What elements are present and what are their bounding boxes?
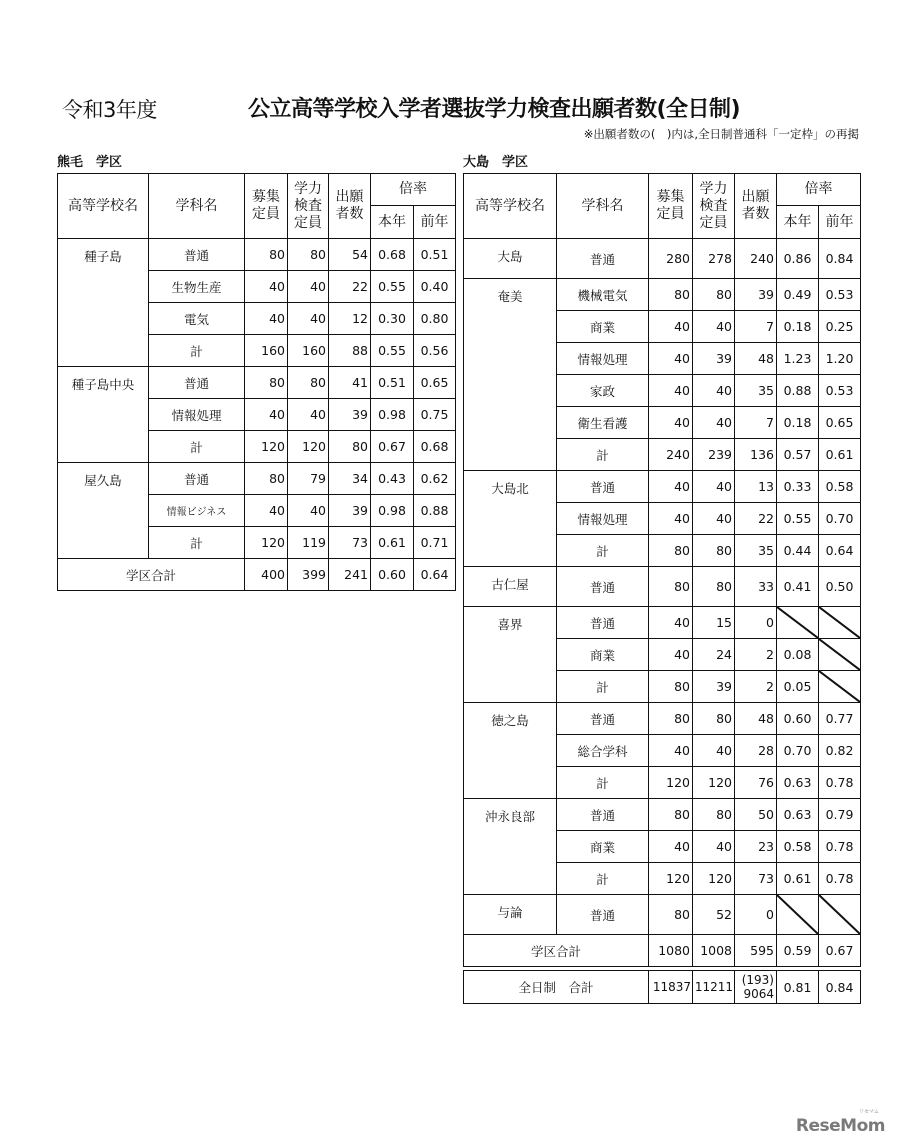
applicants: 39 (329, 399, 371, 431)
applicants: 73 (329, 527, 371, 559)
capacity: 40 (649, 639, 693, 671)
dept-name: 計 (149, 431, 245, 463)
exam-capacity: 40 (288, 399, 329, 431)
exam-capacity: 40 (288, 303, 329, 335)
total-applicants: 595 (735, 935, 777, 967)
district-total-row (58, 559, 456, 591)
dept-name: 計 (557, 535, 649, 567)
table-row (58, 463, 456, 495)
applicants: 22 (329, 271, 371, 303)
applicants: 48 (735, 343, 777, 375)
exam-capacity: 120 (693, 767, 735, 799)
dept-name: 計 (557, 439, 649, 471)
capacity: 40 (649, 503, 693, 535)
capacity: 80 (649, 279, 693, 311)
grand-total-ratio-prev: 0.84 (819, 971, 861, 1004)
ratio-prev-year: 0.56 (414, 335, 456, 367)
applicants: 2 (735, 671, 777, 703)
applicants: 28 (735, 735, 777, 767)
dept-name: 計 (149, 527, 245, 559)
capacity: 80 (649, 703, 693, 735)
ratio-this-year: 0.49 (777, 279, 819, 311)
capacity: 40 (649, 607, 693, 639)
applicants: 12 (329, 303, 371, 335)
total-ratio-this: 0.60 (371, 559, 414, 591)
ratio-prev-year: 0.40 (414, 271, 456, 303)
applicants: 50 (735, 799, 777, 831)
header-ratio: 倍率 (371, 174, 456, 206)
ratio-prev-year: 0.84 (819, 239, 861, 279)
dept-name: 普通 (557, 703, 649, 735)
applicants: 41 (329, 367, 371, 399)
exam-capacity: 120 (288, 431, 329, 463)
diagonal-slash-icon (777, 607, 818, 638)
capacity: 80 (649, 799, 693, 831)
applicants: 23 (735, 831, 777, 863)
school-name: 与論 (464, 895, 557, 935)
applicants: 54 (329, 239, 371, 271)
dept-name: 商業 (557, 831, 649, 863)
capacity: 40 (245, 399, 288, 431)
capacity: 240 (649, 439, 693, 471)
applicants: 0 (735, 607, 777, 639)
table-row (464, 895, 861, 935)
exam-capacity: 80 (693, 703, 735, 735)
exam-capacity: 80 (693, 535, 735, 567)
header-applicants: 出願 者数 (735, 174, 777, 239)
capacity: 80 (649, 671, 693, 703)
header-applicants: 出願 者数 (329, 174, 371, 239)
ratio-prev-year: 0.82 (819, 735, 861, 767)
exam-capacity: 39 (693, 671, 735, 703)
ratio-this-year: 0.05 (777, 671, 819, 703)
capacity: 80 (649, 567, 693, 607)
grand-total-exam-capacity: 11211 (693, 971, 735, 1004)
header-dept: 学科名 (149, 174, 245, 239)
ratio-prev-year: 0.50 (819, 567, 861, 607)
exam-capacity: 80 (693, 279, 735, 311)
school-name: 種子島中央 (58, 367, 149, 463)
ratio-this-year: 0.98 (371, 495, 414, 527)
exam-capacity: 278 (693, 239, 735, 279)
ratio-prev-year: 0.78 (819, 767, 861, 799)
exam-capacity: 40 (693, 735, 735, 767)
exam-capacity: 40 (693, 831, 735, 863)
table-row (58, 239, 456, 271)
diagonal-slash-icon (819, 607, 860, 638)
applicants: 76 (735, 767, 777, 799)
dept-name: 生物生産 (149, 271, 245, 303)
header-ratio-prev-year: 前年 (819, 206, 861, 239)
capacity: 40 (649, 735, 693, 767)
dept-name: 普通 (557, 799, 649, 831)
ratio-prev-year: 0.88 (414, 495, 456, 527)
ratio-prev-year: 0.53 (819, 279, 861, 311)
ratio-this-year: 0.30 (371, 303, 414, 335)
ratio-prev-year: 0.25 (819, 311, 861, 343)
ratio-prev-year: 0.80 (414, 303, 456, 335)
ratio-this-year: 0.33 (777, 471, 819, 503)
exam-capacity: 40 (693, 503, 735, 535)
ratio-prev-year: 0.75 (414, 399, 456, 431)
exam-capacity: 52 (693, 895, 735, 935)
applicants: 39 (329, 495, 371, 527)
ratio-prev-year: 0.70 (819, 503, 861, 535)
dept-name: 情報処理 (557, 343, 649, 375)
applicants: 13 (735, 471, 777, 503)
ratio-prev-year: 0.51 (414, 239, 456, 271)
header-dept: 学科名 (557, 174, 649, 239)
applicants: 7 (735, 311, 777, 343)
total-applicants: 241 (329, 559, 371, 591)
dept-name: 機械電気 (557, 279, 649, 311)
ratio-this-year: 0.08 (777, 639, 819, 671)
header-ratio-this-year: 本年 (777, 206, 819, 239)
table-row (58, 367, 456, 399)
ratio-prev-year: 0.68 (414, 431, 456, 463)
capacity: 280 (649, 239, 693, 279)
exam-capacity: 79 (288, 463, 329, 495)
exam-capacity: 80 (693, 567, 735, 607)
ratio-prev-year: 0.61 (819, 439, 861, 471)
header-capacity: 募集 定員 (245, 174, 288, 239)
header-school: 高等学校名 (58, 174, 149, 239)
capacity: 40 (649, 407, 693, 439)
ratio-this-year: 0.55 (371, 271, 414, 303)
applicants: 73 (735, 863, 777, 895)
dept-name: 情報処理 (557, 503, 649, 535)
dept-name: 普通 (149, 239, 245, 271)
ratio-this-year: 0.55 (777, 503, 819, 535)
dept-name: 情報ビジネス (149, 495, 245, 527)
district-label-kumage: 熊毛 学区 (57, 155, 123, 170)
diagonal-slash-icon (819, 639, 860, 670)
header-school: 高等学校名 (464, 174, 557, 239)
ratio-this-year: 0.18 (777, 311, 819, 343)
exam-capacity: 40 (693, 471, 735, 503)
exam-capacity: 40 (693, 375, 735, 407)
capacity: 80 (245, 239, 288, 271)
school-name: 徳之島 (464, 703, 557, 799)
grand-total-capacity: 11837 (649, 971, 693, 1004)
resemom-logo: ReseMom (795, 1116, 885, 1136)
capacity: 120 (649, 863, 693, 895)
ratio-prev-na (819, 607, 861, 639)
ratio-this-year: 0.70 (777, 735, 819, 767)
ratio-prev-year: 0.62 (414, 463, 456, 495)
ratio-prev-year: 0.78 (819, 863, 861, 895)
header-ratio-prev-year: 前年 (414, 206, 456, 239)
total-capacity: 1080 (649, 935, 693, 967)
total-exam-capacity: 1008 (693, 935, 735, 967)
applicants: 33 (735, 567, 777, 607)
capacity: 40 (649, 311, 693, 343)
school-name: 喜界 (464, 607, 557, 703)
exam-capacity: 120 (693, 863, 735, 895)
ratio-this-year: 0.60 (777, 703, 819, 735)
ratio-prev-na (819, 671, 861, 703)
applicants: 48 (735, 703, 777, 735)
applicants: 22 (735, 503, 777, 535)
ratio-prev-year: 0.78 (819, 831, 861, 863)
school-name: 大島 (464, 239, 557, 279)
school-name: 種子島 (58, 239, 149, 367)
academic-year: 令和3年度 (62, 98, 157, 122)
ratio-prev-year: 0.64 (819, 535, 861, 567)
applicants: 88 (329, 335, 371, 367)
ratio-this-year: 0.88 (777, 375, 819, 407)
total-ratio-prev: 0.67 (819, 935, 861, 967)
ratio-this-year: 0.18 (777, 407, 819, 439)
applicants: 34 (329, 463, 371, 495)
capacity: 40 (245, 303, 288, 335)
capacity: 80 (245, 367, 288, 399)
ratio-prev-year: 0.71 (414, 527, 456, 559)
ratio-this-year: 0.58 (777, 831, 819, 863)
school-name: 屋久島 (58, 463, 149, 559)
exam-capacity: 40 (288, 271, 329, 303)
capacity: 80 (649, 535, 693, 567)
header-exam-capacity: 学力 検査 定員 (693, 174, 735, 239)
exam-capacity: 40 (693, 407, 735, 439)
ratio-this-year: 0.51 (371, 367, 414, 399)
ratio-this-year: 0.61 (777, 863, 819, 895)
ratio-this-year: 0.57 (777, 439, 819, 471)
applicants: 35 (735, 375, 777, 407)
school-name: 沖永良部 (464, 799, 557, 895)
applicants: 0 (735, 895, 777, 935)
ratio-prev-year: 0.77 (819, 703, 861, 735)
watermark-sub: リセマム (859, 1109, 879, 1115)
dept-name: 普通 (557, 607, 649, 639)
dept-name: 総合学科 (557, 735, 649, 767)
table-row (464, 471, 861, 503)
district-total-label: 学区合計 (464, 935, 649, 967)
table-row (464, 799, 861, 831)
grand-total-label: 全日制 合計 (464, 971, 649, 1004)
table-row (464, 607, 861, 639)
applicants: 35 (735, 535, 777, 567)
ratio-this-year: 0.68 (371, 239, 414, 271)
ratio-prev-year: 0.53 (819, 375, 861, 407)
total-ratio-prev: 0.64 (414, 559, 456, 591)
ratio-this-year: 0.55 (371, 335, 414, 367)
diagonal-slash-icon (777, 895, 818, 934)
dept-name: 計 (557, 767, 649, 799)
header-capacity: 募集 定員 (649, 174, 693, 239)
capacity: 120 (245, 527, 288, 559)
ratio-this-year: 0.63 (777, 799, 819, 831)
header-ratio: 倍率 (777, 174, 861, 206)
total-capacity: 400 (245, 559, 288, 591)
district-total-label: 学区合計 (58, 559, 245, 591)
diagonal-slash-icon (819, 671, 860, 702)
total-ratio-this: 0.59 (777, 935, 819, 967)
header-exam-capacity: 学力 検査 定員 (288, 174, 329, 239)
capacity: 40 (649, 375, 693, 407)
applicants: 2 (735, 639, 777, 671)
table-row (464, 279, 861, 311)
ratio-this-year: 0.44 (777, 535, 819, 567)
table-row (464, 703, 861, 735)
capacity: 40 (649, 831, 693, 863)
capacity: 120 (245, 431, 288, 463)
capacity: 160 (245, 335, 288, 367)
table-row (464, 239, 861, 279)
ratio-this-na (777, 895, 819, 935)
ratio-this-year: 0.67 (371, 431, 414, 463)
exam-capacity: 15 (693, 607, 735, 639)
ratio-prev-year: 0.65 (819, 407, 861, 439)
dept-name: 計 (149, 335, 245, 367)
dept-name: 商業 (557, 311, 649, 343)
ratio-prev-na (819, 895, 861, 935)
capacity: 40 (649, 343, 693, 375)
ratio-prev-year: 0.58 (819, 471, 861, 503)
exam-capacity: 239 (693, 439, 735, 471)
dept-name: 普通 (557, 895, 649, 935)
exam-capacity: 40 (693, 311, 735, 343)
district-label-oshima: 大島 学区 (463, 155, 529, 170)
capacity: 40 (245, 271, 288, 303)
dept-name: 普通 (149, 463, 245, 495)
oshima-district-table (463, 173, 861, 967)
capacity: 40 (649, 471, 693, 503)
dept-name: 計 (557, 671, 649, 703)
exam-capacity: 80 (693, 799, 735, 831)
ratio-this-year: 0.98 (371, 399, 414, 431)
grand-total-applicants: (193) 9064 (735, 971, 777, 1004)
dept-name: 計 (557, 863, 649, 895)
dept-name: 衛生看護 (557, 407, 649, 439)
ratio-this-year: 0.86 (777, 239, 819, 279)
dept-name: 普通 (557, 567, 649, 607)
capacity: 40 (245, 495, 288, 527)
kumage-district-table (57, 173, 456, 591)
dept-name: 商業 (557, 639, 649, 671)
page-title: 公立高等学校入学者選抜学力検査出願者数(全日制) (248, 97, 741, 122)
capacity: 80 (649, 895, 693, 935)
ratio-prev-year: 1.20 (819, 343, 861, 375)
exam-capacity: 80 (288, 367, 329, 399)
total-exam-capacity: 399 (288, 559, 329, 591)
exam-capacity: 160 (288, 335, 329, 367)
dept-name: 電気 (149, 303, 245, 335)
ratio-prev-na (819, 639, 861, 671)
exam-capacity: 119 (288, 527, 329, 559)
table-row (464, 567, 861, 607)
dept-name: 家政 (557, 375, 649, 407)
exam-capacity: 80 (288, 239, 329, 271)
ratio-this-year: 0.61 (371, 527, 414, 559)
ratio-this-year: 0.41 (777, 567, 819, 607)
ratio-prev-year: 0.65 (414, 367, 456, 399)
diagonal-slash-icon (819, 895, 860, 934)
ratio-this-year: 1.23 (777, 343, 819, 375)
ratio-this-year: 0.63 (777, 767, 819, 799)
dept-name: 普通 (557, 471, 649, 503)
exam-capacity: 24 (693, 639, 735, 671)
capacity: 80 (245, 463, 288, 495)
applicants: 7 (735, 407, 777, 439)
school-name: 古仁屋 (464, 567, 557, 607)
applicants: 136 (735, 439, 777, 471)
school-name: 奄美 (464, 279, 557, 471)
grand-total-ratio-this: 0.81 (777, 971, 819, 1004)
district-total-row (464, 935, 861, 967)
dept-name: 普通 (149, 367, 245, 399)
ratio-this-year: 0.43 (371, 463, 414, 495)
capacity: 120 (649, 767, 693, 799)
header-ratio-this-year: 本年 (371, 206, 414, 239)
exam-capacity: 39 (693, 343, 735, 375)
applicants: 240 (735, 239, 777, 279)
ratio-prev-year: 0.79 (819, 799, 861, 831)
grand-total-table (463, 970, 861, 1004)
dept-name: 情報処理 (149, 399, 245, 431)
dept-name: 普通 (557, 239, 649, 279)
applicants: 80 (329, 431, 371, 463)
footnote: ※出願者数の( )内は,全日制普通科「一定枠」の再掲 (583, 127, 859, 141)
applicants: 39 (735, 279, 777, 311)
school-name: 大島北 (464, 471, 557, 567)
exam-capacity: 40 (288, 495, 329, 527)
ratio-this-na (777, 607, 819, 639)
